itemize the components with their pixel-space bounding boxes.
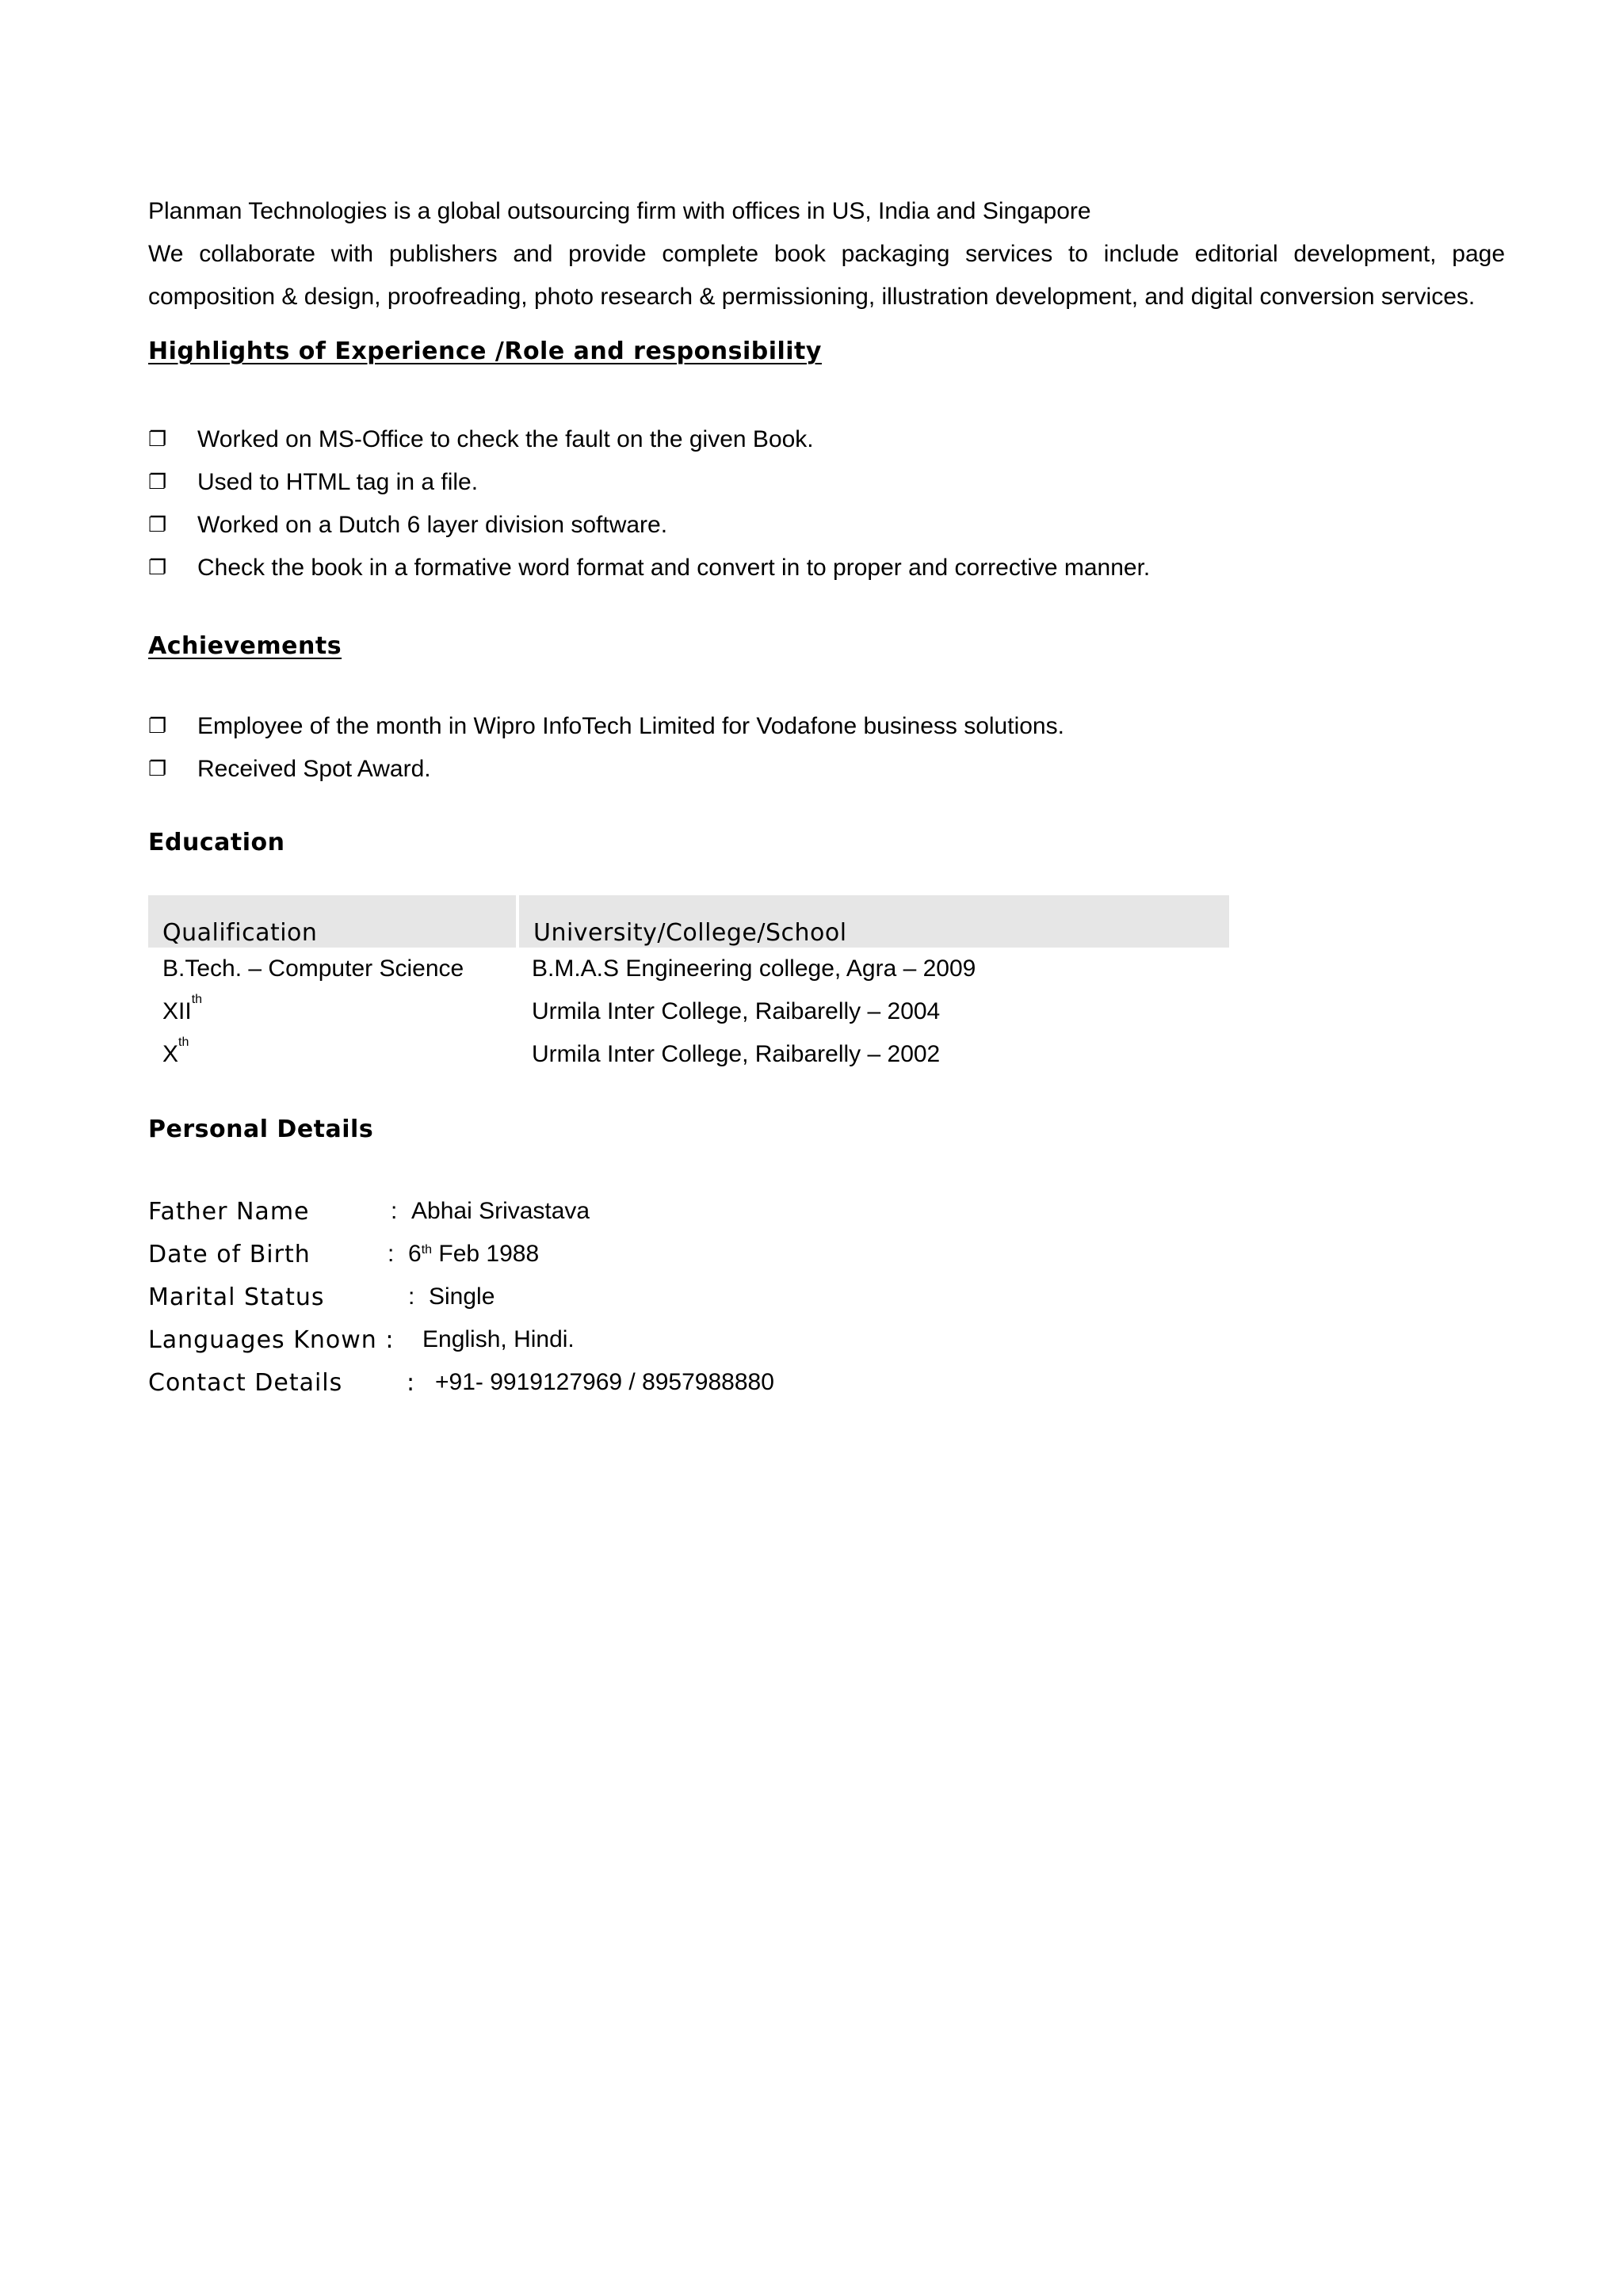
colon: : — [407, 1368, 416, 1397]
intro-line-2: We collaborate with publishers and provide complete book packaging services to include editorial development, page composition & design, proofreading, photo research & permissioning, illustration development, and digital conversion services. — [148, 241, 1505, 310]
table-row — [148, 990, 1229, 1033]
father-name-value: Abhai Srivastava — [411, 1198, 590, 1224]
column-header-qualification: Qualification — [148, 895, 517, 948]
education-table — [148, 895, 1229, 1076]
list-item — [148, 504, 1505, 547]
personal-heading: Personal Details — [148, 1116, 374, 1143]
checkbox-bullet-icon: ❐ — [148, 715, 167, 738]
ordinal-superscript: th — [191, 993, 203, 1006]
languages-label: Languages Known : — [148, 1325, 395, 1354]
checkbox-bullet-icon: ❐ — [148, 556, 167, 580]
marital-status-label: Marital Status — [148, 1283, 325, 1311]
colon: : — [391, 1198, 398, 1224]
ordinal-superscript: th — [178, 1035, 189, 1049]
list-item — [148, 748, 1505, 791]
list-item-text: Worked on a Dutch 6 layer division software. — [197, 512, 668, 538]
contact-details-label: Contact Details — [148, 1368, 343, 1397]
table-header-row — [148, 895, 1229, 948]
list-item-text: Employee of the month in Wipro InfoTech Limited for Vodafone business solutions. — [197, 713, 1064, 739]
father-name-label: Father Name — [148, 1197, 310, 1226]
contact-details-row — [148, 1361, 1505, 1404]
checkbox-bullet-icon: ❐ — [148, 513, 167, 537]
colon: : — [408, 1283, 415, 1310]
list-item — [148, 705, 1505, 748]
list-item — [148, 547, 1505, 589]
achievements-list — [148, 705, 1505, 791]
list-item-text: Worked on MS-Office to check the fault on the given Book. — [197, 426, 814, 452]
date-of-birth-row — [148, 1233, 1505, 1276]
contact-details-value: +91- 9919127969 / 8957988880 — [435, 1369, 774, 1395]
qualification-cell: Xth — [162, 1035, 189, 1067]
institution-cell: Urmila Inter College, Raibarelly – 2004 — [532, 998, 941, 1024]
date-of-birth-value: 6th Feb 1988 — [408, 1241, 540, 1267]
qualification-cell: B.Tech. – Computer Science — [162, 955, 464, 982]
highlights-list — [148, 418, 1505, 589]
marital-status-row — [148, 1276, 1505, 1318]
education-heading: Education — [148, 829, 285, 856]
marital-status-value: Single — [429, 1283, 495, 1310]
table-row — [148, 1033, 1229, 1076]
checkbox-bullet-icon: ❐ — [148, 757, 167, 781]
list-item-text: Check the book in a formative word format and convert in to proper and corrective manner. — [197, 555, 1151, 581]
date-of-birth-label: Date of Birth — [148, 1240, 311, 1268]
list-item-text: Received Spot Award. — [197, 756, 431, 782]
table-row — [148, 948, 1229, 990]
list-item — [148, 418, 1505, 461]
languages-row — [148, 1318, 1505, 1361]
institution-cell: Urmila Inter College, Raibarelly – 2002 — [532, 1041, 941, 1067]
father-name-row — [148, 1190, 1505, 1233]
checkbox-bullet-icon: ❐ — [148, 428, 167, 452]
institution-cell: B.M.A.S Engineering college, Agra – 2009 — [532, 955, 976, 982]
column-header-institution: University/College/School — [517, 895, 1229, 948]
intro-line-1: Planman Technologies is a global outsourcing firm with offices in US, India and Singapore — [148, 198, 1091, 224]
resume-page — [148, 190, 1505, 1404]
highlights-heading: Highlights of Experience /Role and responsibility — [148, 338, 822, 365]
colon: : — [388, 1241, 395, 1267]
checkbox-bullet-icon: ❐ — [148, 471, 167, 494]
languages-value: English, Hindi. — [422, 1326, 575, 1352]
list-item-text: Used to HTML tag in a file. — [197, 469, 479, 495]
list-item — [148, 461, 1505, 504]
qualification-cell: XIIth — [162, 993, 203, 1024]
achievements-heading: Achievements — [148, 632, 342, 660]
